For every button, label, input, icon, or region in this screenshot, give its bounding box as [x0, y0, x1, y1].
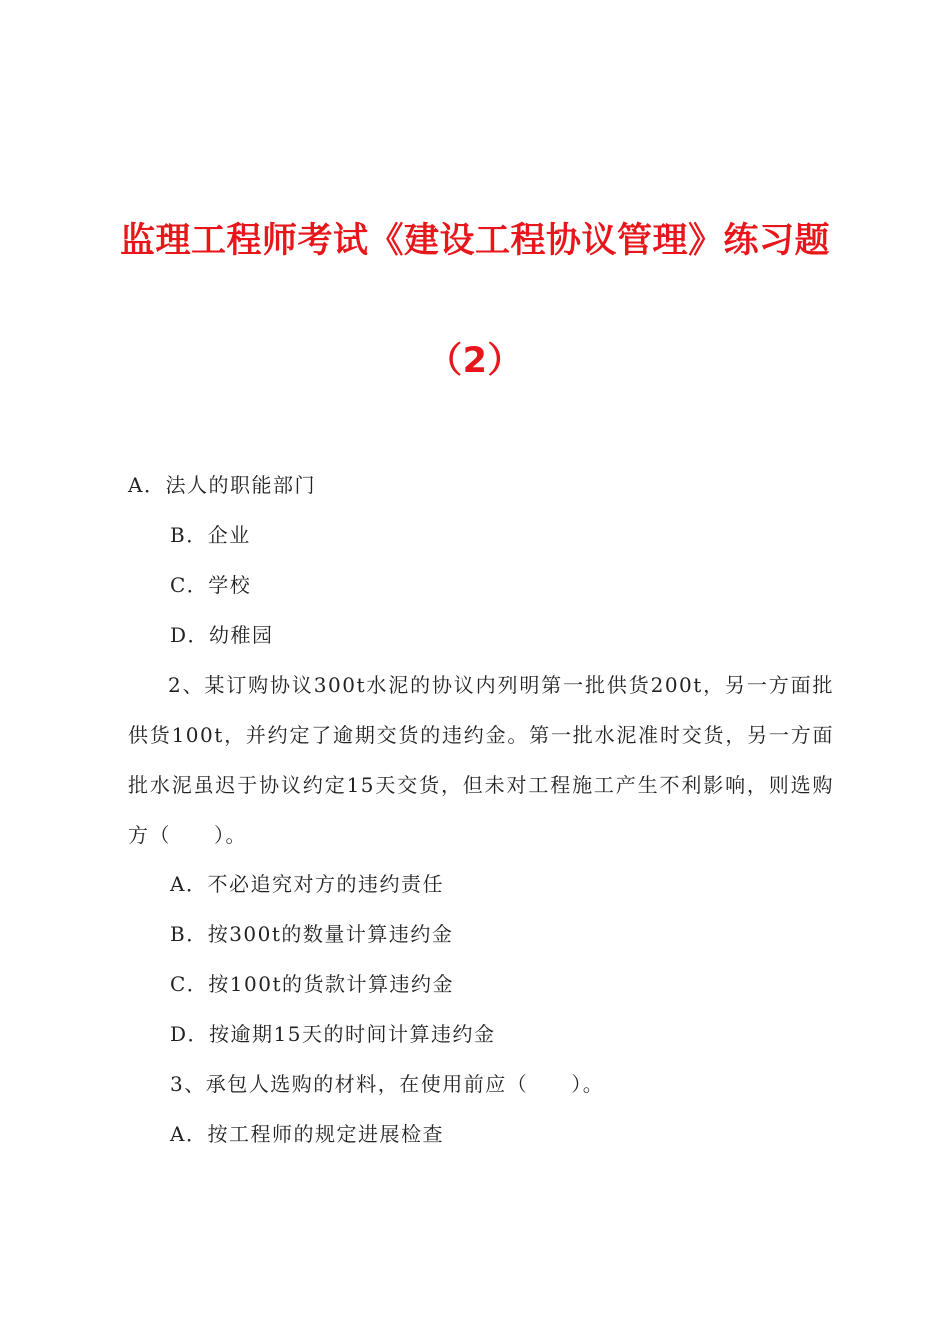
q1-option-b: B．企业 [170, 523, 251, 547]
document-title-number: （2） [427, 341, 523, 381]
q1-option-d: D．幼稚园 [170, 623, 274, 647]
q2-option-c: C．按100t的货款计算违约金 [170, 972, 455, 996]
q3-stem: 3、承包人选购的材料，在使用前应（ ）。 [170, 1072, 605, 1096]
q2-option-b: B．按300t的数量计算违约金 [170, 922, 454, 946]
q3-option-a: A．按工程师的规定进展检查 [170, 1122, 444, 1146]
q1-option-a: A．法人的职能部门 [128, 473, 316, 497]
q2-stem: 2、某订购协议300t水泥的协议内列明第一批供货200t，另一方面批供货100t，并约定了逾期交货的违约金。第一批水泥准时交货，另一方面批水泥虽迟于协议约定15天交货，但未对工程施工产生不利影响，则选购方（ ）。 [128, 673, 834, 847]
q1-option-c: C．学校 [170, 573, 252, 597]
q2-option-a: A．不必追究对方的违约责任 [170, 872, 444, 896]
q2-option-d: D．按逾期15天的时间计算违约金 [170, 1022, 496, 1046]
document-title: 监理工程师考试《建设工程协议管理》练习题 [119, 221, 830, 261]
